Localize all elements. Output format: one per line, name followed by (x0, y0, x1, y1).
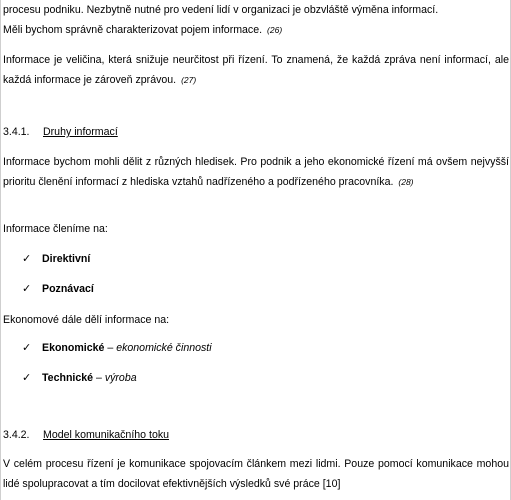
list-item-label: Ekonomické (42, 342, 105, 354)
paragraph-2-text: Informace je veličina, která snižuje neurčitost při řízení. To znamená, že každá zpráva není informací, ale každá informace je zároveň zprávou. (3, 54, 509, 86)
list-item-direktivni (22, 251, 90, 267)
check-icon: ✓ (22, 253, 32, 265)
list-item-label: Technické (42, 372, 94, 384)
section-title: Model komunikačního toku (43, 429, 170, 441)
check-icon: ✓ (22, 342, 32, 354)
citation: (28) (398, 177, 414, 187)
paragraph-4 (3, 219, 509, 239)
section-title: Druhy informací (43, 126, 118, 138)
check-icon: ✓ (22, 283, 32, 295)
paragraph-6 (3, 454, 509, 494)
list-item-label: Direktivní (42, 253, 91, 265)
list-item-separator: – (93, 372, 105, 384)
paragraph-4-text: Informace členíme na: (3, 223, 108, 235)
citation: (26) (267, 25, 283, 35)
paragraph-1-line-1: procesu podniku. Nezbytně nutné pro vedení lidí v organizaci je obzvláště výměna informací. (3, 4, 439, 16)
paragraph-2 (3, 50, 509, 90)
section-number: 3.4.2. (3, 429, 30, 441)
paragraph-5 (3, 310, 509, 330)
paragraph-5-text: Ekonomové dále dělí informace na: (3, 314, 170, 326)
paragraph-1-line-2: Měli bychom správně charakterizovat pojem informace. (3, 24, 263, 36)
section-number: 3.4.1. (3, 126, 30, 138)
list-item-label: Poznávací (42, 283, 94, 295)
list-item-separator: – (104, 342, 117, 354)
list-item-ekonomicke (22, 340, 212, 356)
section-heading-druhy-informaci (3, 124, 118, 140)
list-item-poznavaci (22, 281, 94, 297)
section-heading-model-komunikacniho-toku (3, 427, 169, 443)
paragraph-1 (3, 0, 509, 40)
citation: (27) (181, 75, 197, 85)
list-item-technicke (22, 370, 137, 386)
list-item-description: výroba (104, 372, 137, 384)
paragraph-3 (3, 152, 509, 192)
list-item-description: ekonomické činnosti (116, 342, 212, 354)
paragraph-3-text: Informace bychom mohli dělit z různých hledisek. Pro podnik a jeho ekonomické řízení má ovšem nejvyšší prioritu členění informací z hlediska vztahů nadřízeného a podřízeného pracovníka. (3, 156, 509, 188)
page-left-edge (0, 0, 1, 500)
check-icon: ✓ (22, 372, 32, 384)
paragraph-6-text: V celém procesu řízení je komunikace spojovacím článkem mezi lidmi. Pouze pomocí komunikace mohou lidé spolupracovat a tím docilovat efektivnějších výsledků své práce [10] (3, 458, 509, 490)
